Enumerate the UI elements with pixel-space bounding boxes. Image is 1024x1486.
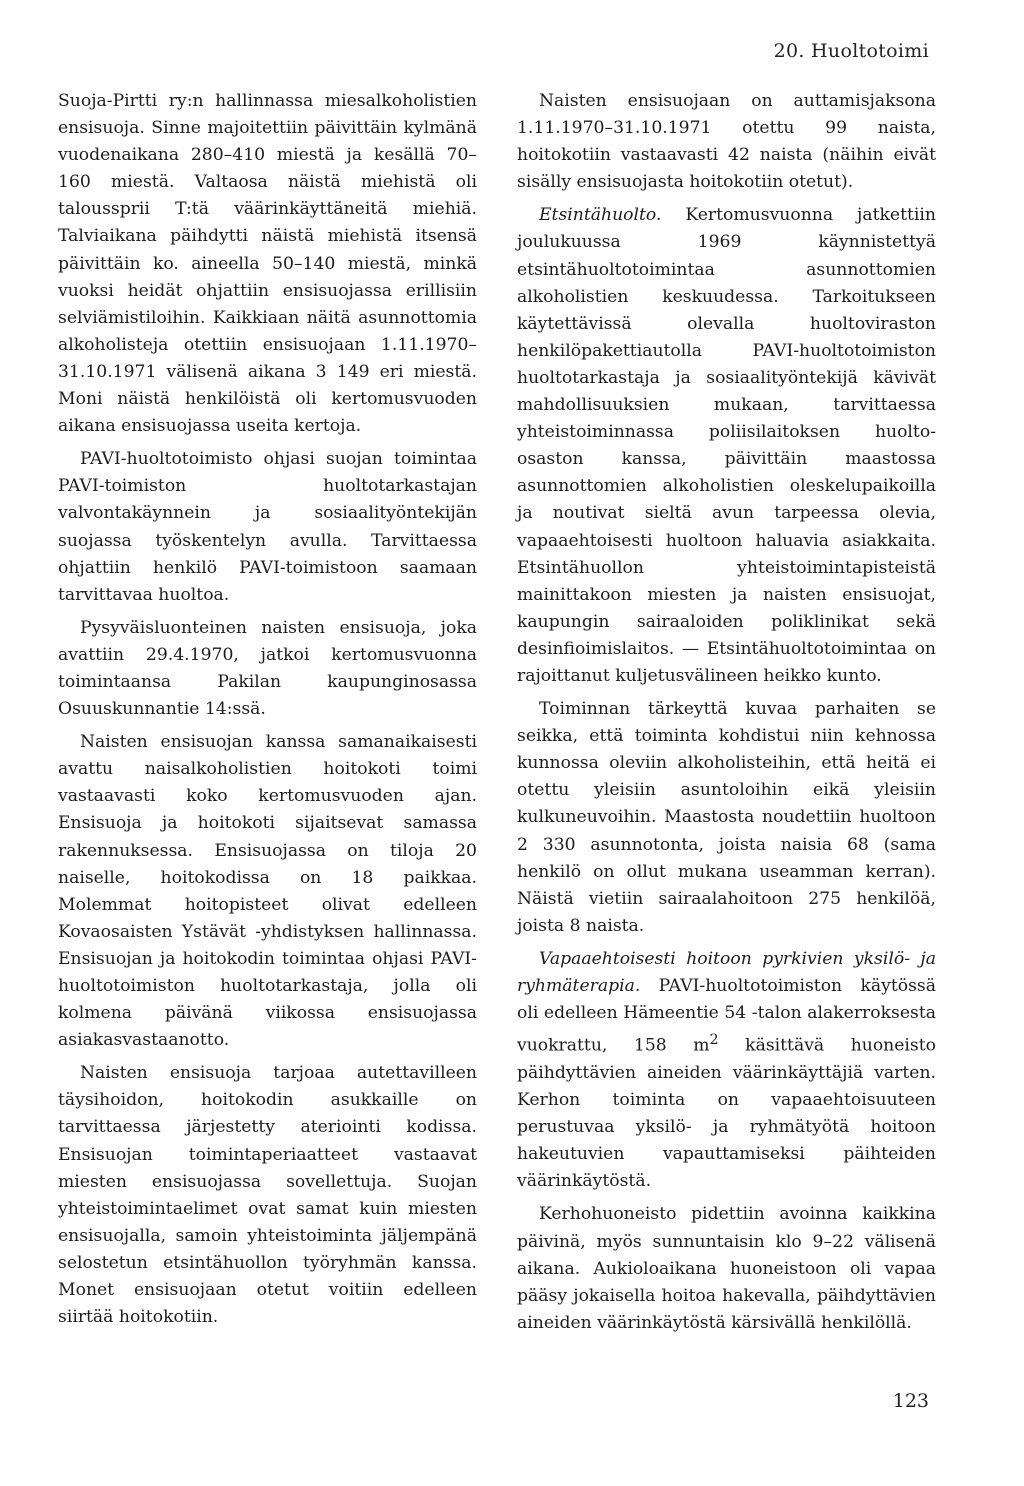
- right-column: [517, 88, 936, 1343]
- paragraph: [517, 202, 936, 690]
- page-number: 123: [892, 1390, 929, 1412]
- paragraph: Suoja-Pirtti ry:n hallinnassa miesalkoholistien ensisuoja. Sinne majoitettiin päivittäin kylmänä vuodenaikana 280–410 miestä ja kesällä 70–160 miestä. Valtaosa näistä miehistä oli taloussprii T:tä väärinkäyttäneitä miehiä. Talviaikana päihdytti näistä miehistä itsensä päivittäin ko. aineella 50–140 miestä, minkä vuoksi heidät ohjattiin ensisuojassa erillisiin selviämistiloihin. Kaikkiaan näitä asunnottomia alkoholisteja otettiin ensisuojaan 1.11.1970–31.10.1971 välisenä aikana 3 149 eri miestä. Moni näistä henkilöistä oli kertomusvuoden aikana ensisuojassa useita kertoja.: [58, 91, 477, 437]
- paragraph: [517, 946, 936, 1196]
- paragraph-text: käsittävä huoneisto päihdyttävien aineiden väärinkäyttäjiä varten. Kerhon toiminta on vapaaehtoisuuteen perustuvaa yksilö- ja ryhmätyötä hoitoon hakeutuvien vapauttamiseksi päihteiden väärinkäytöstä.: [517, 1035, 936, 1192]
- running-header: 20. Huoltotoimi: [773, 40, 929, 62]
- paragraph-text: PAVI-huoltotoimiston käytössä oli edelleen Hämeentie 54 -talon alakerroksesta vuokrattu, 158 m: [517, 976, 936, 1056]
- paragraph: Naisten ensisuoja tarjoaa autettavilleen täysihoidon, hoitokodin asukkaille on tarvittaessa järjestetty ateriointi kodissa. Ensisuojan toimintaperiaatteet vastaavat miesten ensisuojassa sovellettuja. Suojan yhteistoimintaelimet ovat samat kuin miesten ensisuojalla, samoin yhteistoiminta jäljempänä selostetun etsintähuollon työryhmän kanssa. Monet ensisuojaan otetut voitiin edelleen siirtää hoitokotiin.: [58, 1063, 477, 1328]
- paragraph-text: Kertomusvuonna jatkettiin joulukuussa 1969 käynnistettyä etsintähuoltotoimintaa asunnottomien alkoholistien keskuudessa. Tarkoitukseen käytettävissä olevalla huoltoviraston henkilöpakettiautolla PAVI-huoltotoimiston huoltotarkastaja ja sosiaalityöntekijä kävivät mahdollisuuksien mukaan, tarvittaessa yhteistoiminnassa poliisilaitoksen huolto-osaston kanssa, päivittäin maastossa asunnottomien alkoholistien oleskelupaikoilla ja noutivat sieltä avun tarpeessa olevia, vapaaehtoisesti huoltoon haluavia asiakkaita. Etsintähuollon yhteistoimintapisteistä mainittakoon miesten ja naisten ensisuojat, kaupungin sairaaloiden poliklinikat sekä desinfioimislaitos. — Etsintähuoltotoimintaa on rajoittanut kuljetusvälineen heikko kunto.: [517, 205, 936, 686]
- paragraph: Naisten ensisuojan kanssa samanaikaisesti avattu naisalkoholistien hoitokoti toimi vastaavasti koko kertomusvuoden ajan. Ensisuoja ja hoitokoti sijaitsevat samassa rakennuksessa. Ensisuojassa on tiloja 20 naiselle, hoitokodissa on 18 paikkaa. Molemmat hoitopisteet olivat edelleen Kovaosaisten Ystävät -yhdistyksen hallinnassa. Ensisuojan ja hoitokodin toimintaa ohjasi PAVI-huoltotoimiston huoltotarkastaja, jolla oli kolmena päivänä viikossa ensisuojassa asiakasvastaanotto.: [58, 732, 477, 1051]
- paragraph: Pysyväisluonteinen naisten ensisuoja, joka avattiin 29.4.1970, jatkoi kertomusvuonna toimintaansa Pakilan kaupunginosassa Osuuskunnantie 14:ssä.: [58, 617, 477, 720]
- section-lead-etsintahuolto: Etsintähuolto.: [539, 205, 662, 226]
- paragraph: PAVI-huoltotoimisto ohjasi suojan toimintaa PAVI-toimiston huoltotarkastajan valvontakäynnein ja sosiaalityöntekijän suojassa työskentelyn avulla. Tarvittaessa ohjattiin henkilö PAVI-toimistoon saamaan tarvittavaa huoltoa.: [58, 449, 477, 605]
- left-column: [58, 88, 477, 1337]
- paragraph: Toiminnan tärkeyttä kuvaa parhaiten se seikka, että toiminta kohdistui niin kehnossa kunnossa oleviin alkoholisteihin, että heitä ei otettu yleisiin asuntoloihin eikä yleisiin kulkuneuvoihin. Maastosta noudettiin huoltoon 2 330 asunnotonta, joista naisia 68 (sama henkilö on ollut mukana useamman kerran). Näistä vietiin sairaalahoitoon 275 henkilöä, joista 8 naista.: [517, 699, 936, 936]
- superscript: 2: [709, 1032, 719, 1049]
- paragraph: Naisten ensisuojaan on auttamisjaksona 1.11.1970–31.10.1971 otettu 99 naista, hoitokotiin vastaavasti 42 naista (näihin eivät sisälly ensisuojasta hoitokotiin otetut).: [517, 91, 936, 193]
- section-lead-terapia: Vapaaehtoisesti hoitoon pyrkivien yksilö- ja ryhmäterapia.: [517, 948, 936, 996]
- paragraph: Kerhohuoneisto pidettiin avoinna kaikkina päivinä, myös sunnuntaisin klo 9–22 välisenä aikana. Aukioloaikana huoneistoon oli vapaa pääsy jokaisella hoitoa hakevalla, päihdyttävien aineiden väärinkäytöstä kärsivällä henkilöllä.: [517, 1204, 936, 1333]
